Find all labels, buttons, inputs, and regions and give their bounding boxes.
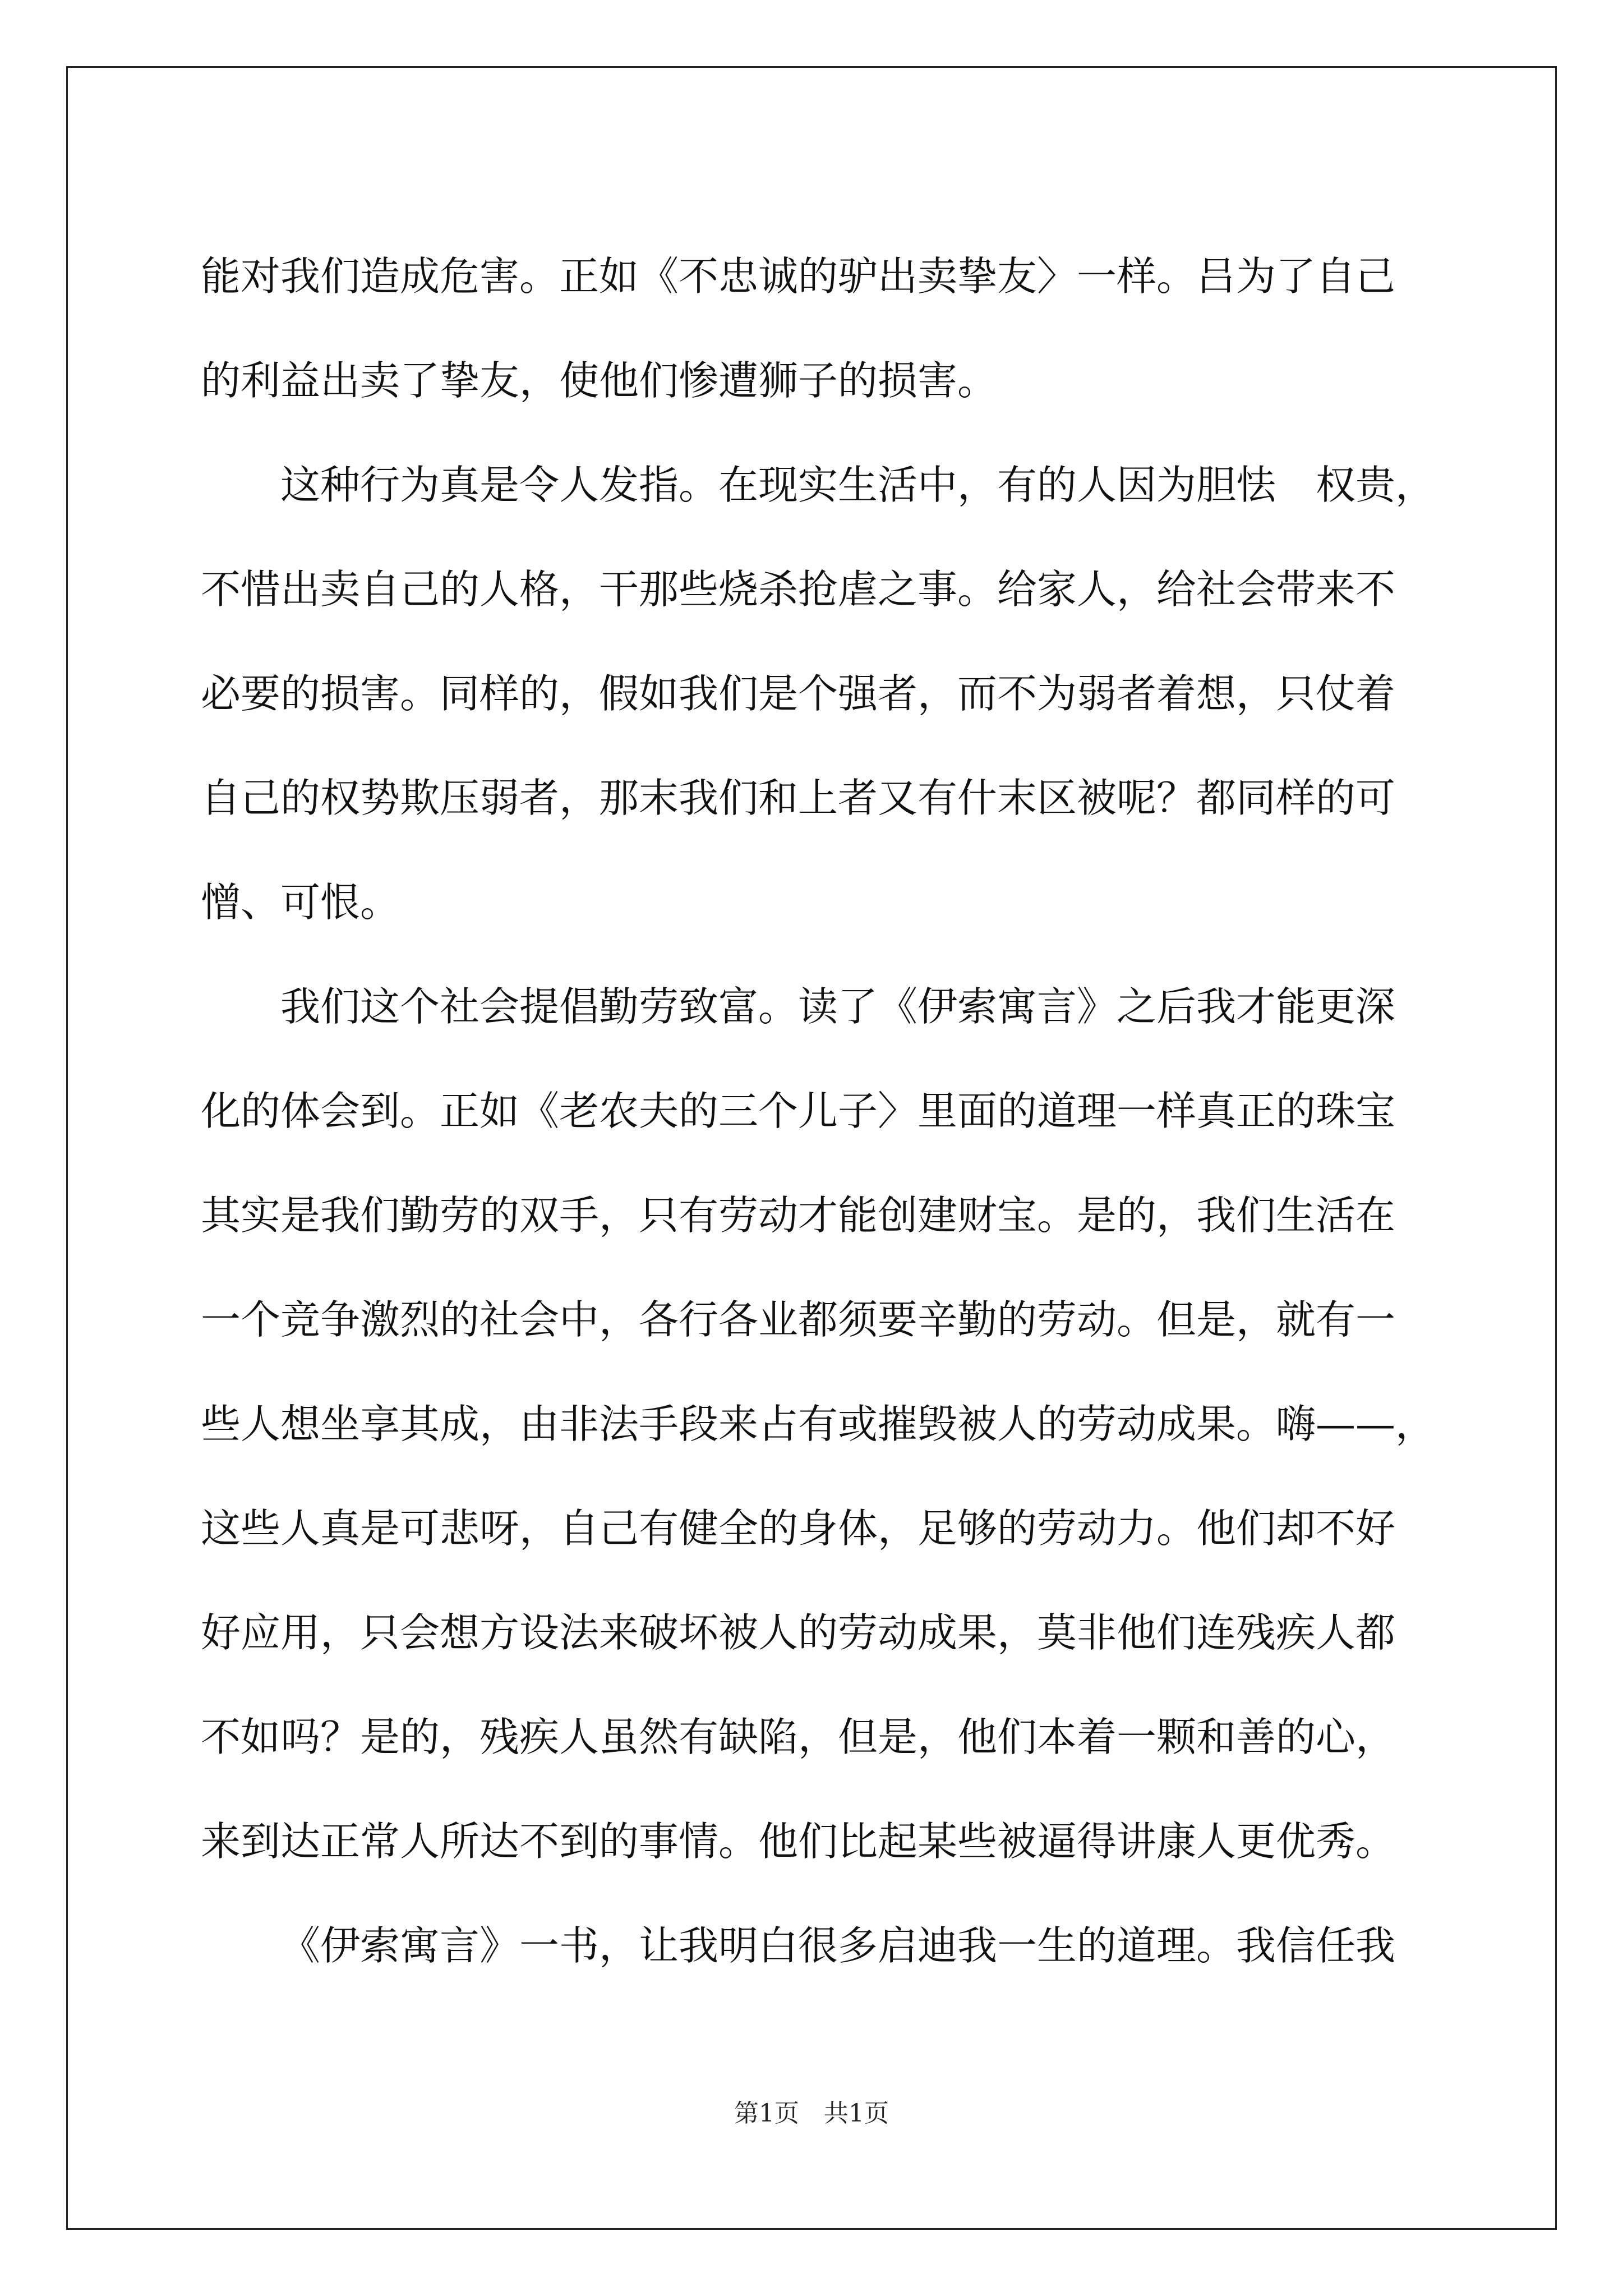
text-line: 不如吗？是的，残疾人虽然有缺陷，但是，他们本着一颗和善的心， [201, 1714, 1396, 1760]
text-line: 自己的权势欺压弱者，那末我们和上者又有什末区被呢？都同样的可 [201, 775, 1396, 821]
text-line: 一个竞争激烈的社会中，各行各业都须要辛勤的劳动。但是，就有一 [201, 1296, 1396, 1343]
text-line: 必要的损害。同样的，假如我们是个强者，而不为弱者着想，只仗着 [201, 670, 1396, 717]
text-line: 来到达正常人所达不到的事情。他们比起某些被逼得讲康人更优秀。 [201, 1818, 1396, 1865]
text-line: 《伊索寓言》一书，让我明白很多启迪我一生的道理。我信任我 [280, 1922, 1396, 1969]
text-line: 憎、可恨。 [201, 879, 400, 926]
document-body [201, 224, 1441, 1998]
text-line: 好应用，只会想方设法来破坏被人的劳动成果，莫非他们连残疾人都 [201, 1609, 1396, 1656]
text-line: 些人想坐享其成，由非法手段来占有或摧毁被人的劳动成果。嗨——， [201, 1401, 1436, 1447]
page-footer: 第1页 共1页 [734, 2099, 889, 2128]
text-line: 的利益出卖了挚友，使他们惨遭狮子的损害。 [201, 357, 998, 404]
text-line: 我们这个社会提倡勤劳致富。读了《伊索寓言》之后我才能更深 [280, 983, 1396, 1030]
text-line: 其实是我们勤劳的双手，只有劳动才能创建财宝。是的，我们生活在 [201, 1192, 1396, 1239]
text-line: 化的体会到。正如《老农夫的三个儿子〉里面的道理一样真正的珠宝 [201, 1088, 1396, 1134]
text-line: 这些人真是可悲呀，自己有健全的身体，足够的劳动力。他们却不好 [201, 1505, 1396, 1552]
text-line: 不惜出卖自己的人格，干那些烧杀抢虐之事。给家人，给社会带来不 [201, 566, 1396, 613]
text-line: 这种行为真是令人发指。在现实生活中，有的人因为胆怯 权贵， [280, 462, 1436, 508]
text-line: 能对我们造成危害。正如《不忠诚的驴出卖挚友〉一样。吕为了自己 [201, 253, 1396, 300]
